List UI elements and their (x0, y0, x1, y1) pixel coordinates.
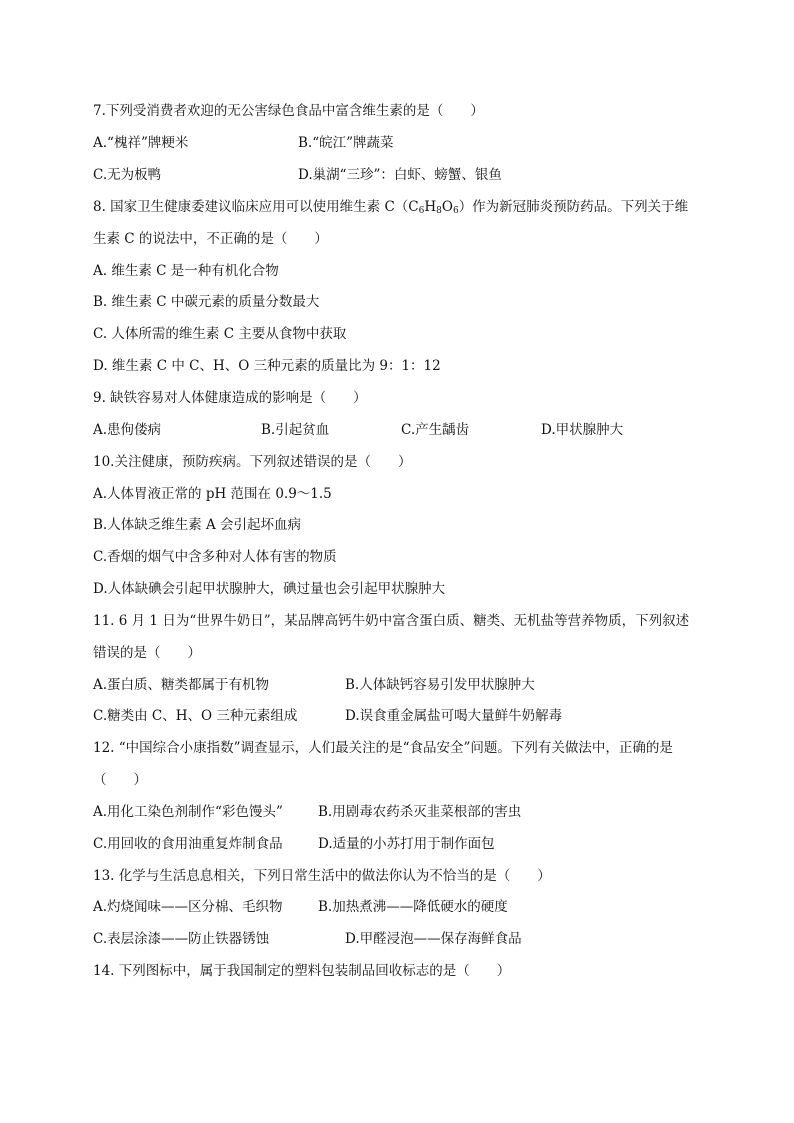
question-11-option-c: C.糖类由 C、H、O 三种元素组成 (93, 708, 298, 724)
question-11-option-b: B.人体缺钙容易引发甲状腺肿大 (345, 677, 535, 693)
question-13-option-a: A.灼烧闻味——区分棉、毛织物 (93, 899, 283, 915)
question-10-stem: 10.关注健康，预防疾病。下列叙述错误的是（ ） (93, 454, 412, 470)
question-9-stem: 9. 缺铁容易对人体健康造成的影响是（ ） (93, 390, 367, 406)
question-12-option-d: D.适量的小苏打用于制作面包 (318, 836, 495, 852)
formula-subscript-o: 6 (452, 206, 459, 216)
question-7-option-d: D.巢湖“三珍”：白虾、螃蟹、银鱼 (298, 167, 502, 183)
question-13-stem: 13. 化学与生活息息相关，下列日常生活中的做法你认为不恰当的是（ ） (93, 868, 551, 884)
question-11-stem-line-2: 错误的是（ ） (93, 645, 201, 661)
question-7-option-a: A.“槐祥”牌粳米 (93, 135, 189, 151)
question-8-option-c: C. 人体所需的维生素 C 主要从食物中获取 (93, 326, 347, 342)
question-12-option-a: A.用化工染色剂制作“彩色馒头” (93, 804, 283, 820)
question-7-option-c: C.无为板鸭 (93, 167, 162, 183)
formula-subscript-h: 8 (436, 206, 442, 216)
question-9-option-d: D.甲状腺肿大 (541, 422, 624, 438)
question-13-option-c: C.表层涂漆——防止铁器锈蚀 (93, 931, 270, 947)
question-9-option-b: B.引起贫血 (261, 422, 330, 438)
question-10-option-a: A.人体胃液正常的 pH 范围在 0.9～1.5 (93, 486, 332, 502)
question-12-stem-line-2: （ ） (93, 772, 147, 788)
question-13-option-d: D.甲醛浸泡——保存海鲜食品 (345, 931, 522, 947)
question-8-option-d: D. 维生素 C 中 C、H、O 三种元素的质量比为 9：1：12 (93, 358, 441, 374)
question-14-stem: 14. 下列图标中，属于我国制定的塑料包装制品回收标志的是（ ） (93, 963, 511, 979)
question-10-option-b: B.人体缺乏维生素 A 会引起坏血病 (93, 517, 302, 533)
question-8-stem (93, 198, 688, 216)
question-11-option-d: D.误食重金属盐可喝大量鲜牛奶解毒 (345, 708, 563, 724)
question-9-option-c: C.产生龋齿 (401, 422, 470, 438)
question-8-stem-part-a: 8. 国家卫生健康委建议临床应用可以使用维生素 C（C (93, 199, 419, 215)
question-8-stem-part-b: ）作为新冠肺炎预防药品。下列关于维 (458, 199, 689, 215)
question-10-option-d: D.人体缺碘会引起甲状腺肿大，碘过量也会引起甲状腺肿大 (93, 581, 446, 597)
question-12-option-c: C.用回收的食用油重复炸制食品 (93, 836, 283, 852)
question-8-option-a: A. 维生素 C 是一种有机化合物 (93, 263, 279, 279)
question-12-stem: 12. “中国综合小康指数”调查显示，人们最关注的是“食品安全”问题。下列有关做法中，正确的是 (93, 740, 673, 756)
question-11-stem: 11. 6 月 1 日为“世界牛奶日”，某品牌高钙牛奶中富含蛋白质、糖类、无机盐等营养物质，下列叙述 (93, 613, 690, 629)
formula-subscript-c: 6 (418, 206, 425, 216)
question-7-option-b: B.“皖江”牌蔬菜 (298, 135, 394, 151)
question-10-option-c: C.香烟的烟气中含多种对人体有害的物质 (93, 549, 337, 565)
question-8-option-b: B. 维生素 C 中碳元素的质量分数最大 (93, 294, 320, 310)
question-11-option-a: A.蛋白质、糖类都属于有机物 (93, 677, 270, 693)
question-13-option-b: B.加热煮沸——降低硬水的硬度 (318, 899, 508, 915)
formula-element-o: O (441, 199, 453, 215)
question-8-stem-line-2: 生素 C 的说法中，不正确的是（ ） (93, 231, 328, 247)
question-7-stem: 7.下列受消费者欢迎的无公害绿色食品中富含维生素的是（ ） (93, 103, 484, 119)
formula-element-h: H (424, 199, 437, 215)
question-9-option-a: A.患佝偻病 (93, 422, 162, 438)
question-12-option-b: B.用剧毒农药杀灭韭菜根部的害虫 (318, 804, 522, 820)
